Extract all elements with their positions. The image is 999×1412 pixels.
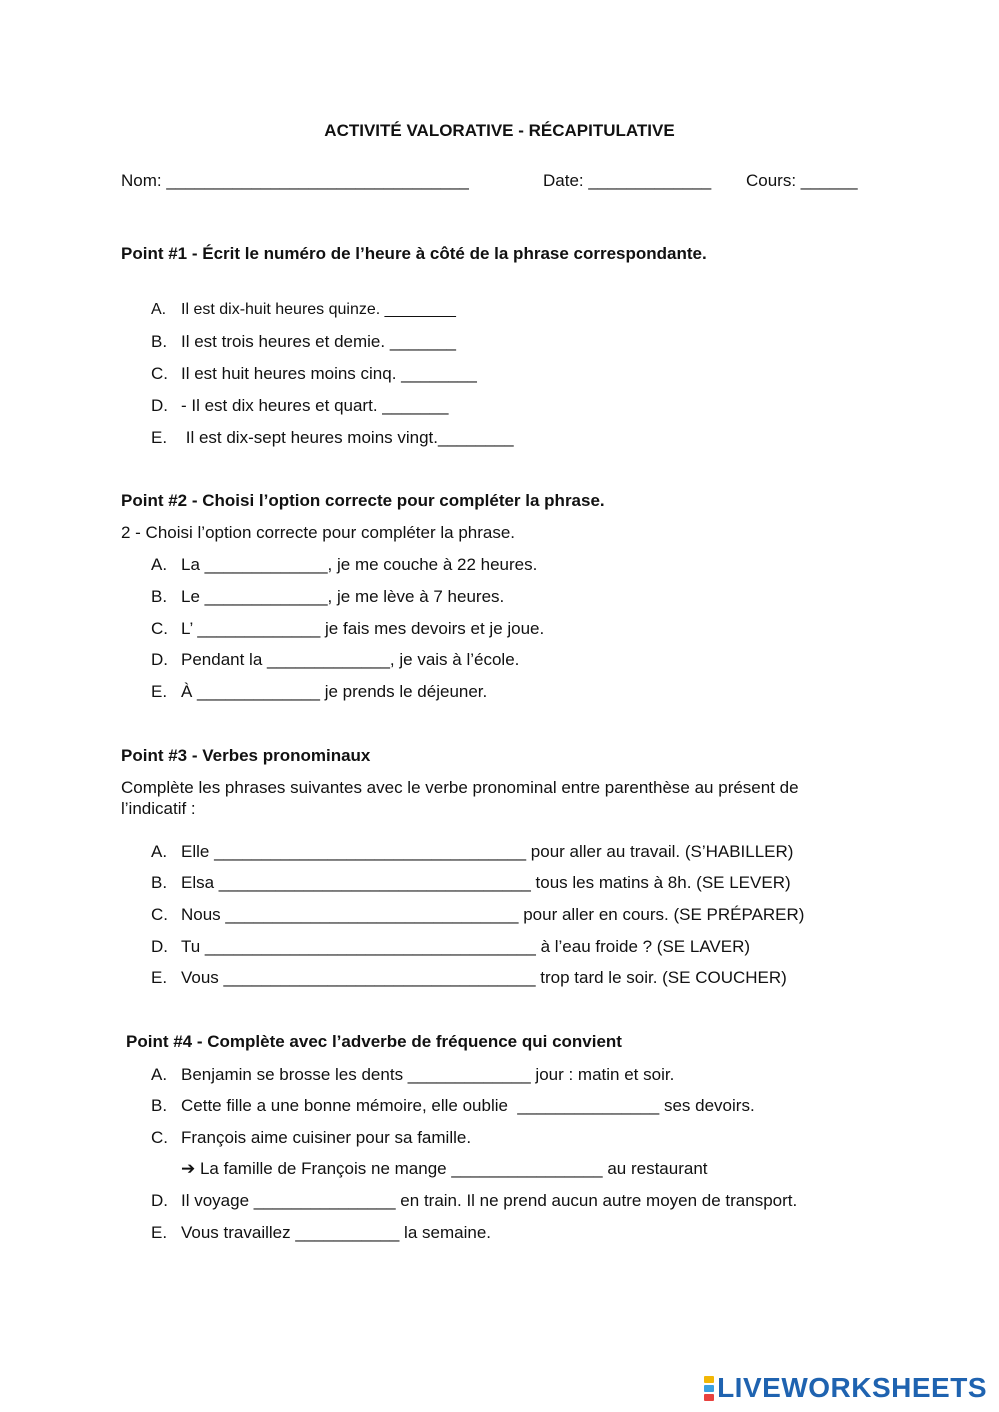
item-text: Nous _______________________________ pour aller en cours. (SE PRÉPARER) bbox=[181, 905, 805, 924]
item-letter: B. bbox=[151, 873, 168, 892]
item-letter: B. bbox=[151, 587, 168, 606]
item-text: À _____________ je prends le déjeuner. bbox=[181, 682, 488, 701]
point4-heading: Point #4 - Complète avec l’adverbe de fréquence qui convient bbox=[126, 1032, 622, 1051]
page-title: ACTIVITÉ VALORATIVE - RÉCAPITULATIVE bbox=[324, 121, 675, 140]
item-text: Pendant la _____________, je vais à l’école. bbox=[181, 650, 520, 669]
item-letter: E. bbox=[151, 1223, 168, 1242]
item-text: Il voyage _______________ en train. Il ne prend aucun autre moyen de transport. bbox=[181, 1191, 798, 1210]
logo-blocks-icon bbox=[704, 1375, 714, 1402]
item-text: La _____________, je me couche à 22 heures. bbox=[181, 555, 538, 574]
item-text: L’ _____________ je fais mes devoirs et je joue. bbox=[181, 619, 545, 638]
item-letter: A. bbox=[151, 1065, 168, 1084]
point1-item-d[interactable] bbox=[151, 396, 448, 416]
point1-item-e[interactable] bbox=[151, 428, 514, 448]
item-text: Benjamin se brosse les dents _____________ jour : matin et soir. bbox=[181, 1065, 675, 1084]
item-text: Elle _________________________________ pour aller au travail. (S’HABILLER) bbox=[181, 842, 794, 861]
date-field[interactable]: Date: _____________ bbox=[543, 171, 712, 190]
item-letter: B. bbox=[151, 332, 168, 351]
item-text: Cette fille a une bonne mémoire, elle oublie _______________ ses devoirs. bbox=[181, 1096, 755, 1115]
point3-item-d[interactable] bbox=[151, 937, 750, 957]
item-letter: E. bbox=[151, 682, 168, 701]
point2-item-d[interactable] bbox=[151, 650, 519, 670]
item-letter: C. bbox=[151, 364, 168, 383]
item-letter: D. bbox=[151, 937, 168, 956]
item-letter: A. bbox=[151, 842, 168, 861]
nom-field[interactable]: Nom: ________________________________ bbox=[121, 171, 469, 190]
item-text: Vous _________________________________ trop tard le soir. (SE COUCHER) bbox=[181, 968, 787, 987]
point2-heading: Point #2 - Choisi l’option correcte pour compléter la phrase. bbox=[121, 491, 605, 510]
item-letter: D. bbox=[151, 396, 168, 415]
item-letter: C. bbox=[151, 619, 168, 638]
point3-item-a[interactable] bbox=[151, 842, 793, 862]
item-text: Il est dix-huit heures quinze. ________ bbox=[181, 301, 456, 318]
item-letter: E. bbox=[151, 968, 168, 987]
point3-instruction-line1: Complète les phrases suivantes avec le verbe pronominal entre parenthèse au présent de bbox=[121, 778, 799, 797]
item-text: François aime cuisiner pour sa famille. bbox=[181, 1128, 472, 1147]
item-text: Il est trois heures et demie. _______ bbox=[181, 332, 456, 351]
item-text: Tu ___________________________________ à l’eau froide ? (SE LAVER) bbox=[181, 937, 751, 956]
point2-item-c[interactable] bbox=[151, 619, 544, 639]
point4-item-e[interactable] bbox=[151, 1223, 491, 1243]
item-text: Vous travaillez ___________ la semaine. bbox=[181, 1223, 491, 1242]
item-letter: A. bbox=[151, 301, 167, 318]
point1-heading: Point #1 - Écrit le numéro de l’heure à côté de la phrase correspondante. bbox=[121, 244, 707, 263]
point4-item-c bbox=[151, 1128, 471, 1148]
item-text: Le _____________, je me lève à 7 heures. bbox=[181, 587, 505, 606]
cours-field[interactable]: Cours: ______ bbox=[746, 171, 858, 190]
item-text: Il est dix-sept heures moins vingt.________ bbox=[181, 428, 514, 447]
item-text: Il est huit heures moins cinq. ________ bbox=[181, 364, 477, 383]
point3-item-b[interactable] bbox=[151, 873, 791, 893]
point1-item-a[interactable] bbox=[151, 301, 456, 319]
item-letter: B. bbox=[151, 1096, 168, 1115]
point2-item-e[interactable] bbox=[151, 682, 487, 702]
point4-item-b[interactable] bbox=[151, 1096, 755, 1116]
point1-item-b[interactable] bbox=[151, 332, 456, 352]
item-letter: C. bbox=[151, 1128, 168, 1147]
item-text: Elsa _________________________________ tous les matins à 8h. (SE LEVER) bbox=[181, 873, 791, 892]
point2-item-a[interactable] bbox=[151, 555, 537, 575]
point3-item-e[interactable] bbox=[151, 968, 787, 988]
point2-item-b[interactable] bbox=[151, 587, 504, 607]
item-letter: E. bbox=[151, 428, 168, 447]
logo-text: LIVEWORKSHEETS bbox=[717, 1372, 987, 1403]
point3-instruction-line2: l’indicatif : bbox=[121, 799, 196, 818]
point4-item-a[interactable] bbox=[151, 1065, 674, 1085]
point3-item-c[interactable] bbox=[151, 905, 804, 925]
point4-item-d[interactable] bbox=[151, 1191, 797, 1211]
item-letter: D. bbox=[151, 650, 168, 669]
item-letter: A. bbox=[151, 555, 168, 574]
item-letter: C. bbox=[151, 905, 168, 924]
point1-item-c[interactable] bbox=[151, 364, 477, 384]
point3-heading: Point #3 - Verbes pronominaux bbox=[121, 746, 371, 765]
point2-subheading: 2 - Choisi l’option correcte pour compléter la phrase. bbox=[121, 523, 516, 542]
point4-item-c-arrow-line[interactable]: ➔ La famille de François ne mange ________________ au restaurant bbox=[181, 1159, 708, 1178]
item-text: - Il est dix heures et quart. _______ bbox=[181, 396, 449, 415]
liveworksheets-logo[interactable] bbox=[704, 1372, 987, 1404]
item-letter: D. bbox=[151, 1191, 168, 1210]
